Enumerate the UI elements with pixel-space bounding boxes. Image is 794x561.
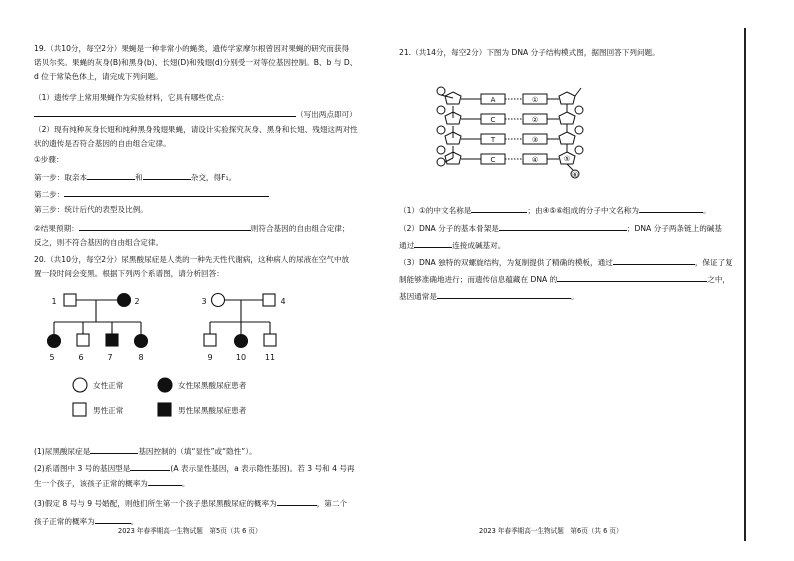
base-label-t: T: [490, 136, 496, 144]
answer-blank[interactable]: [557, 273, 707, 282]
scan-edge: [744, 28, 746, 541]
pedigree-female-affected-2: [118, 294, 131, 307]
q19-steps-heading: ①步骤：: [34, 155, 64, 164]
circled-label-3: ③: [531, 136, 539, 144]
footer-left: 2023 年春季期高一生物试题 第5页（共 6 页）: [118, 527, 262, 535]
pedigree-female-affected-5: [48, 335, 61, 348]
base-label-c2: C: [490, 156, 496, 164]
circled-label-4: ④: [531, 156, 539, 164]
legend-female-affected-symbol: [158, 378, 172, 392]
pedigree-label-10: 10: [235, 353, 247, 362]
q19-line-5: （2）现有纯种灰身长翅和纯种黑身残翅果蝇，请设计实验探究灰身、黑身和长翅、残翅这两对性: [34, 125, 358, 134]
pedigree-female-affected-10: [235, 335, 248, 348]
legend-male-affected-symbol: [158, 403, 171, 416]
pedigree-female-normal-3: [212, 294, 225, 307]
answer-blank[interactable]: [90, 445, 138, 454]
legend-male-normal-label: 男性正常: [93, 406, 124, 415]
q19-expectation: ②结果预期： 则符合基因的自由组合定律；: [34, 224, 350, 233]
q20-sub-3: (3)假定 8 号与 9 号婚配，则他们所生第一个孩子患尿黑酸尿症的概率为 ，第二个: [34, 499, 348, 508]
q21-sub-3-end: 基因通常是 。: [399, 292, 579, 301]
q20-sub-2-cont: 生一个孩子，该孩子正常的概率为 。: [34, 479, 190, 488]
q19-expectation-2: 反之，则不符合基因的自由组合定律。: [34, 238, 164, 247]
q20-line-1: 20.（共10分，每空2分）尿黑酸尿症是人类的一种先天性代谢病，这种病人的尿液在空气中放: [34, 255, 350, 264]
q19-step-1: 第一步：取亲本 和 杂交，得F₁。: [34, 173, 237, 182]
q21-sub-2-cont: 通过 连接成碱基对。: [399, 241, 506, 250]
pedigree-male-normal-6: [77, 334, 89, 346]
pedigree-label-2: 2: [134, 297, 140, 306]
q19-line-3: d 位于常染色体上，请完成下列问题。: [34, 72, 163, 81]
q19-line-6: 状的遗传是否符合基因的自由组合定律。: [34, 139, 171, 148]
legend-female-normal-label: 女性正常: [93, 381, 124, 390]
answer-blank[interactable]: [471, 204, 527, 213]
answer-blank[interactable]: [277, 497, 317, 506]
answer-blank[interactable]: [414, 239, 452, 248]
q21-sub-2: （2）DNA 分子的基本骨架是 ；DNA 分子两条链上的碱基: [399, 224, 722, 233]
right-page: [397, 0, 794, 561]
circled-label-5: ⑤: [563, 155, 571, 163]
answer-blank[interactable]: [130, 462, 170, 471]
answer-blank[interactable]: [437, 290, 571, 299]
q21-sub-1: （1）①的中文名称是 ；由④⑤⑥组成的分子中文名称为 。: [399, 206, 711, 215]
pedigree-label-1: 1: [51, 297, 57, 306]
circled-label-1: ①: [531, 96, 539, 104]
answer-blank[interactable]: [613, 256, 695, 265]
q21-sub-3: （3）DNA 独特的双螺旋结构，为复制提供了精确的模板，通过 ，保证了复: [399, 258, 733, 267]
q21-sub-3-cont: 制能够准确地进行；而遗传信息蕴藏在 DNA 的 之中，: [399, 275, 731, 284]
pedigree-label-3: 3: [201, 297, 207, 306]
answer-blank[interactable]: [499, 222, 627, 231]
q19-answer-1: （写出两点即可）: [34, 108, 357, 120]
pedigree-label-9: 9: [207, 353, 213, 362]
answer-blank[interactable]: [639, 204, 703, 213]
pedigree-male-affected-7: [106, 334, 118, 346]
circled-label-6: ⑥: [571, 171, 579, 179]
q19-line-1: 19.（共10分，每空2分）果蝇是一种非常小的蝇类，遗传学家摩尔根曾因对果蝇的研究而获得: [34, 44, 350, 53]
legend-female-normal-symbol: [73, 378, 87, 392]
pedigree-label-8: 8: [138, 353, 144, 362]
q20-sub-2: (2)系谱图中 3 号的基因型是 (A 表示显性基因，a 表示隐性基因)。若 3 号和 4 号再: [34, 464, 355, 473]
legend-female-affected-label: 女性尿黑酸尿症患者: [178, 381, 247, 390]
pedigree-label-6: 6: [78, 353, 84, 362]
pedigree-female-affected-8: [135, 335, 148, 348]
legend-male-affected-label: 男性尿黑酸尿症患者: [178, 406, 247, 415]
base-label-a: A: [490, 96, 496, 104]
q21-line-1: 21.（共14分，每空2分）下图为 DNA 分子结构模式图，据图回答下列问题。: [399, 48, 660, 57]
q19-step-2: 第二步：: [34, 188, 269, 200]
pedigree-male-normal-4: [263, 294, 275, 306]
base-label-c: C: [490, 116, 496, 124]
q19-line-2: 诺贝尔奖。果蝇的灰身(B)和黑身(b)、长翅(D)和残翅(d)分别受一对等位基因控制。B、b 与 D、: [34, 58, 358, 67]
q19-line-4: （1）遗传学上常用果蝇作为实验材料，它具有哪些优点：: [34, 93, 229, 102]
q20-line-2: 置一段时间会变黑。根据下列两个系谱图，请分析回答：: [34, 269, 224, 278]
pedigree-male-normal-11: [264, 334, 276, 346]
pedigree-label-7: 7: [107, 353, 113, 362]
pedigree-male-normal-1: [64, 294, 76, 306]
q20-sub-1: (1)尿黑酸尿症是 基因控制的（填“显性”或“隐性”）。: [34, 447, 257, 456]
footer-right: 2023 年春季期高一生物试题 第6页（共 6 页）: [479, 527, 623, 535]
answer-blank[interactable]: [95, 515, 131, 524]
phosphate-circle: [437, 158, 445, 166]
q20-sub-3-cont: 孩子正常的概率为 。: [34, 517, 139, 526]
q19-step-3: 第三步：统计后代的表型及比例。: [34, 205, 148, 214]
legend-male-normal-symbol: [73, 403, 86, 416]
pedigree-label-11: 11: [264, 353, 276, 362]
phosphate-circle: [437, 87, 445, 95]
pedigree-label-4: 4: [280, 297, 286, 306]
pedigree-male-normal-9: [204, 334, 216, 346]
answer-blank[interactable]: [148, 477, 182, 486]
circled-label-2: ②: [531, 116, 539, 124]
pedigree-label-5: 5: [49, 353, 55, 362]
